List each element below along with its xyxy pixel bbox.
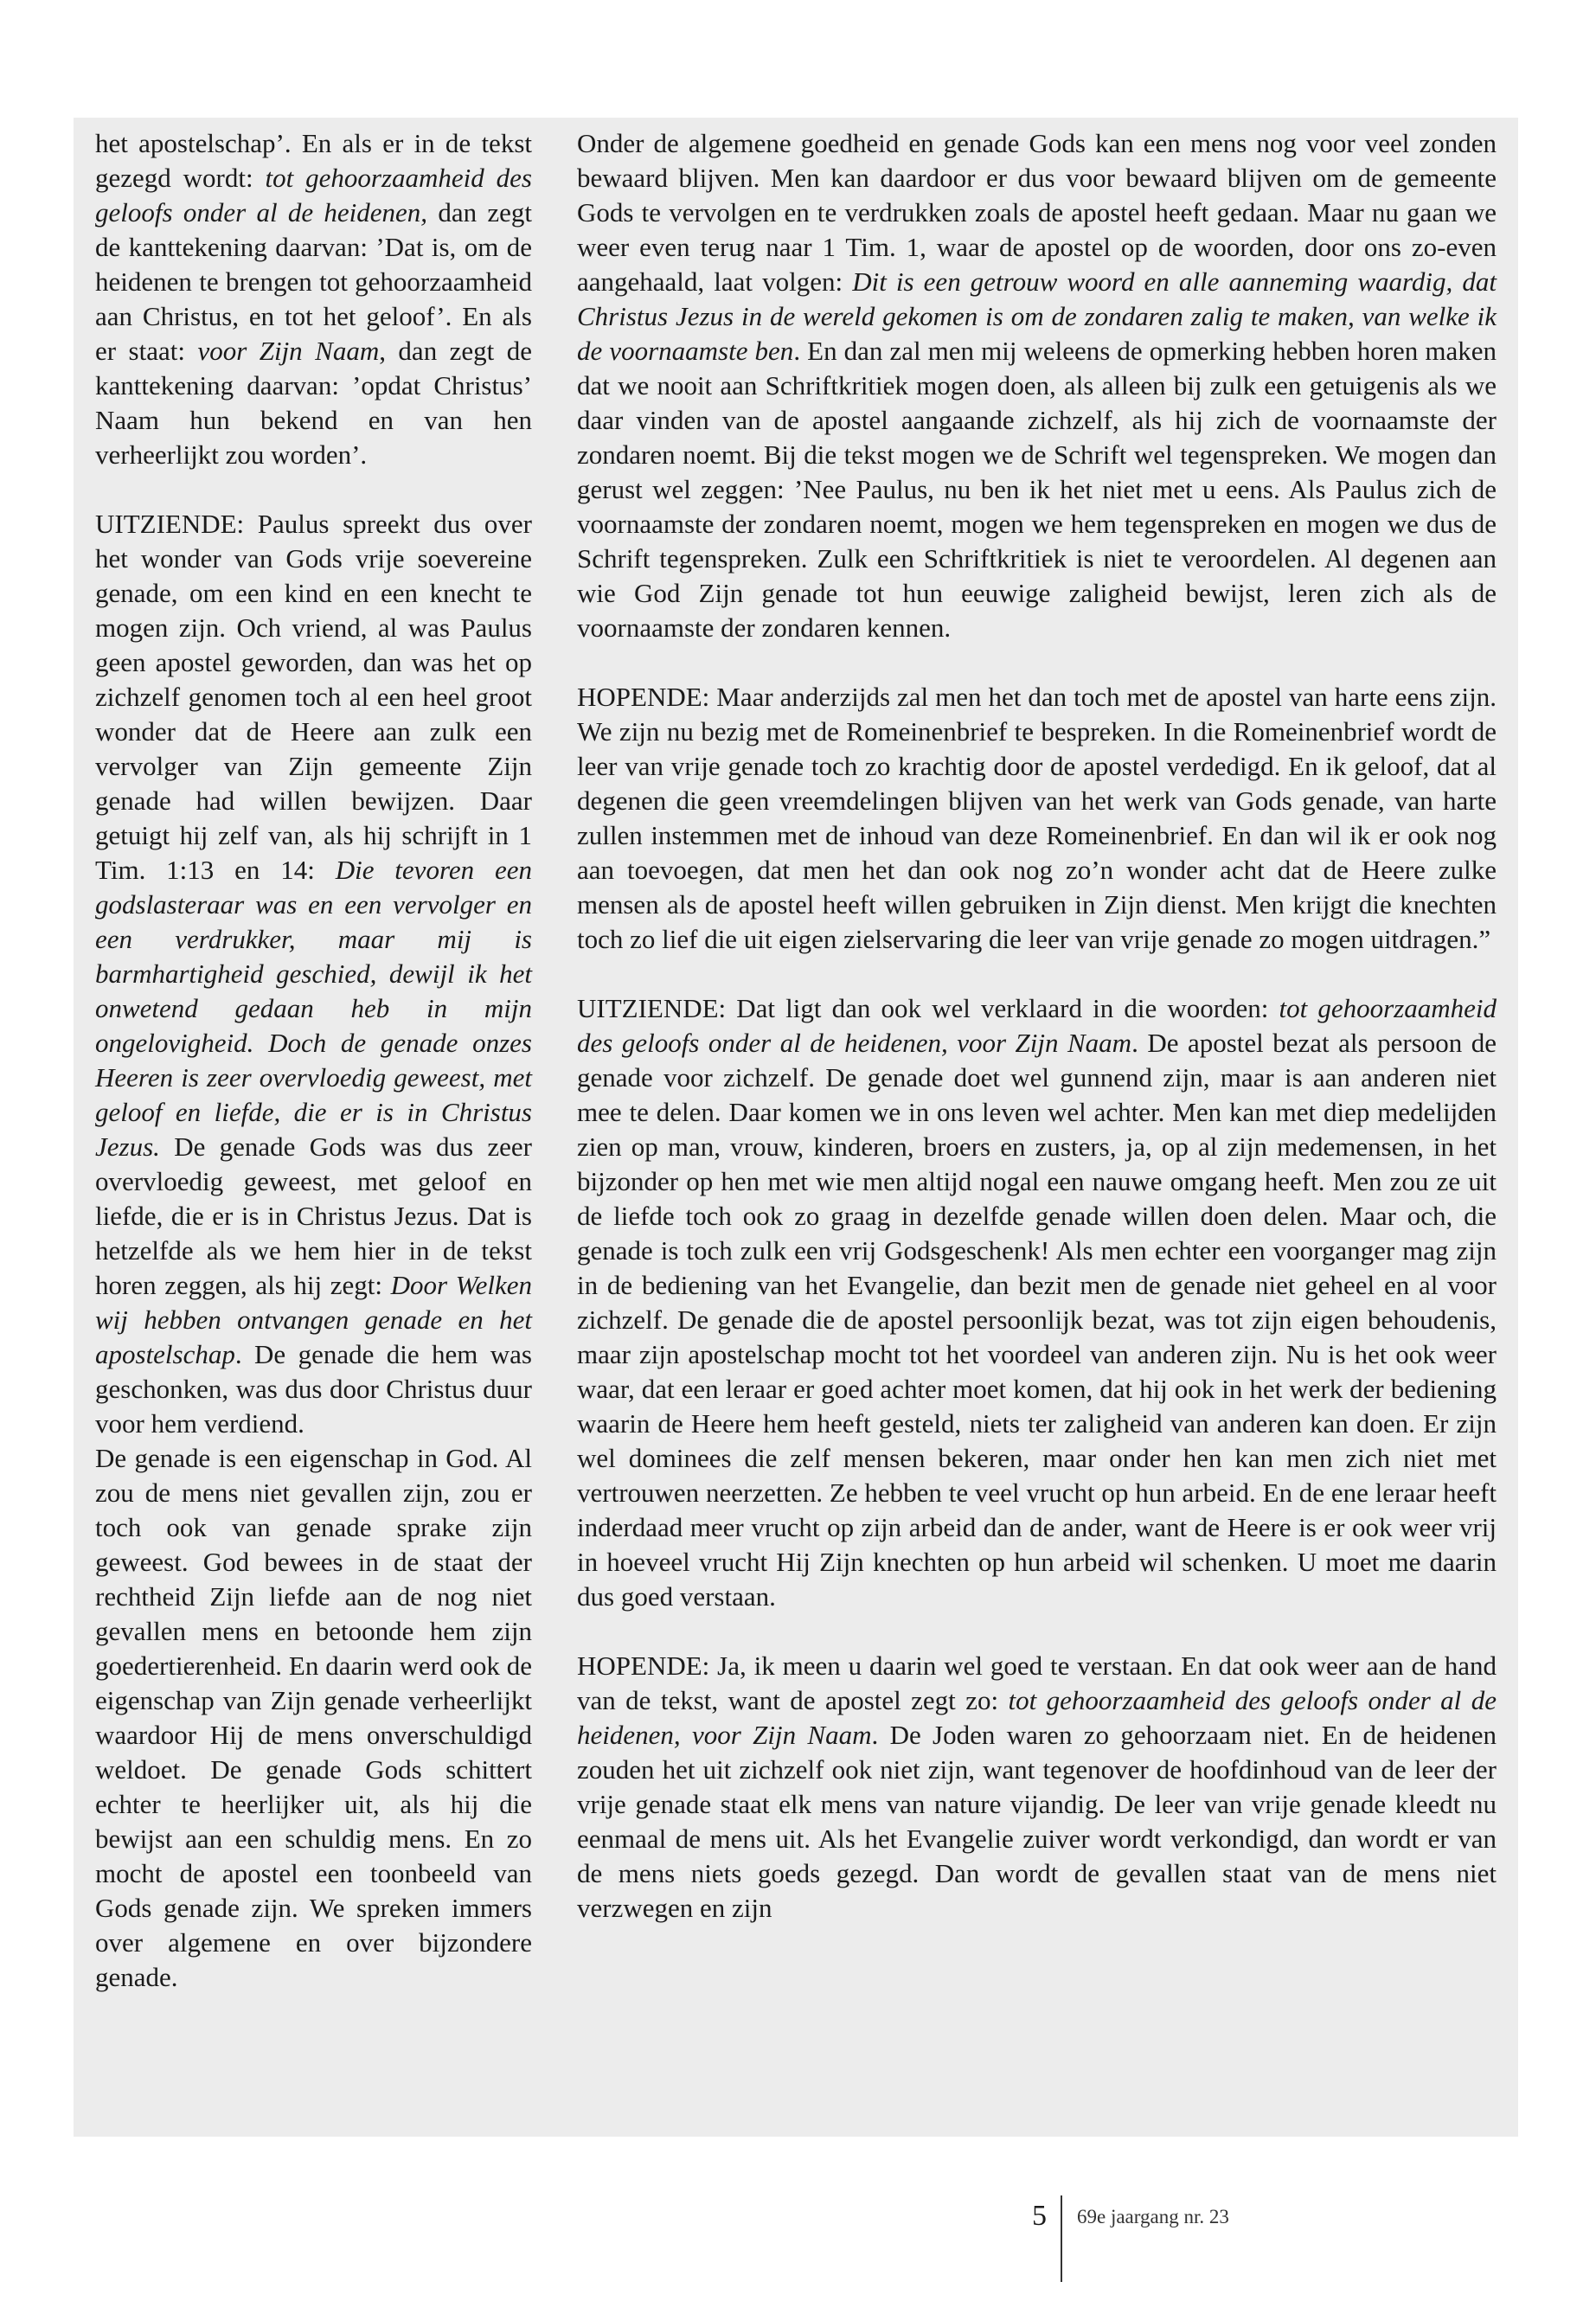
text-run: het apostelschap’. En als er in de tekst gezegd wordt: <box>95 128 532 193</box>
page-number: 5 <box>1032 2200 1047 2232</box>
quotation-italic: Die tevoren een godslasteraar was en een vervolger en een verdrukker, maar mij is barmhartigheid geschied, dewijl ik het onwetend gedaan heb in mijn ongelovigheid. Doch de genade onzes Heeren is zeer overvloedig geweest, met geloof en liefde, die er is in Christus Jezus. <box>95 855 532 1162</box>
left-column <box>95 126 532 1995</box>
text-run: HOPENDE: Maar anderzijds zal men het dan toch met de apostel van harte eens zijn. We zijn nu bezig met de Romeinenbrief te bespreken. In die Romeinenbrief wordt de leer van vrije genade toch zo krachtig door de apostel verdedigd. En ik geloof, dat al degenen die geen vreemdelingen blijven van het werk van Gods genade, van harte zullen instemmen met de inhoud van deze Romeinenbrief. En dan wil ik er ook nog aan toevoegen, dat men het dan ook nog zo’n wonder acht dat de Heere zulke mensen als de apostel heeft willen gebruiken in Zijn dienst. Men krijgt die knechten toch zo lief die uit eigen zielservaring die leer van vrije genade zo mogen uitdragen.” <box>577 682 1497 954</box>
text-run: . De Joden waren zo gehoorzaam niet. En de heidenen zouden het uit zichzelf ook niet zijn, want tegenover de hoofdinhoud van de leer der vrije genade staat elk mens van nature vijandig. De leer van vrije genade kleedt nu eenmaal de mens uit. Als het Evangelie zuiver wordt verkondigd, dan wordt er van de mens niets goeds gezegd. Dan wordt de gevallen staat van de mens niet verzwegen en zijn <box>577 1720 1497 1923</box>
text-run: De genade is een eigenschap in God. Al zou de mens niet gevallen zijn, zou er toch ook van genade sprake zijn geweest. God bewees in de staat der rechtheid Zijn liefde aan de nog niet gevallen mens en betoonde hem zijn goedertierenheid. En daarin werd ook de eigenschap van Zijn genade verheerlijkt waardoor Hij de mens onverschuldigd weldoet. De genade Gods schittert echter te heerlijker uit, als hij die bewijst aan een schuldig mens. En zo mocht de apostel een toonbeeld van Gods genade zijn. We spreken immers over algemene en over bijzondere genade. <box>95 1443 532 1992</box>
right-column <box>577 126 1497 1926</box>
quotation-italic: Dit is een getrouw woord en alle aanneming waardig, dat Christus Jezus in de wereld gekomen is om de zondaren zalig te maken, van welke ik de voornaamste ben <box>577 266 1497 366</box>
footer-divider <box>1061 2195 1062 2282</box>
text-run: dan zegt de kanttekening daarvan: ’Dat is, om de heidenen te brengen tot gehoorzaamheid aan Christus, en tot het geloof’. En als er staat: <box>95 197 532 366</box>
paragraph-p5 <box>577 680 1497 957</box>
issue-label: 69e jaargang nr. 23 <box>1077 2206 1229 2227</box>
text-run: , dan zegt de kanttekening daarvan: ’opdat Christus’ Naam hun bekend en van hen verheerlijkt zou worden’. <box>95 336 532 470</box>
page-footer <box>0 2195 1596 2282</box>
quotation-italic: tot gehoorzaamheid des geloofs onder al de heidenen, <box>95 163 532 228</box>
text-run: . En dan zal men mij weleens de opmerking hebben horen maken dat we nooit aan Schriftkritiek mogen doen, als alleen bij zulk een getuigenis als we daar vinden van de apostel aangaande zichzelf, als hij zich de voornaamste der zondaren noemt. Bij die tekst mogen we de Schrift wel tegenspreken. We mogen dan gerust wel zeggen: ’Nee Paulus, nu ben ik het niet met u eens. Als Paulus zich de voornaamste der zondaren noemt, mogen we hem tegenspreken en mogen we dus de Schrift tegenspreken. Zulk een Schriftkritiek is niet te veroordelen. Al degenen aan wie God Zijn genade tot hun eeuwige zaligheid bewijst, leren zich als de voornaamste der zondaren kennen. <box>577 336 1497 643</box>
quotation-italic: Door Welken wij hebben ontvangen genade en het apostelschap <box>95 1270 532 1369</box>
text-run: Onder de algemene goedheid en genade Gods kan een mens nog voor veel zonden bewaard blijven. Men kan daardoor er dus voor bewaard blijven om de gemeente Gods te vervolgen en te verdrukken zoals de apostel heeft gedaan. Maar nu gaan we weer even terug naar 1 Tim. 1, waar de apostel op de woorden, door ons zo-even aangehaald, laat volgen: <box>577 128 1497 297</box>
text-run: UITZIENDE: Dat ligt dan ook wel verklaard in die woorden: <box>577 993 1279 1023</box>
paragraph-p6 <box>577 991 1497 1614</box>
text-run: . De apostel bezat als persoon de genade voor zichzelf. De genade doet wel gunnend zijn, maar is aan anderen niet mee te delen. Daar komen we in ons leven wel achter. Men kan met diep medelijden zien op man, vrouw, kinderen, broers en zusters, ja, op al zijn medemensen, in het bijzonder op hen met wie men altijd nogal een nauwe omgang heeft. Men zou ze uit de liefde toch ook zo graag in dezelfde genade willen doen delen. Maar och, die genade is toch zulk een vrij Godsgeschenk! Als men echter een voorganger mag zijn in de bediening van het Evangelie, dan bezit men de genade niet geheel en al voor zichzelf. De genade die de apostel persoonlijk bezat, was tot zijn eigen behoudenis, maar zijn apostelschap mocht tot het voordeel van anderen zijn. Nu is het ook weer waar, dat een leraar er goed achter moet komen, dat hij ook in het werk der bediening waarin de Heere hem heeft gesteld, niets ter zaligheid van anderen kan doen. Er zijn wel dominees die zelf mensen bekeren, maar onder hen kan men zich niet met vertrouwen neerzetten. Ze hebben te veel vrucht op hun arbeid. En de ene leraar heeft inderdaad meer vrucht op zijn arbeid dan de ander, want de Heere is er ook weer vrij in hoeveel vrucht Hij Zijn knechten op hun arbeid wil schenken. U moet me daarin dus goed verstaan. <box>577 1028 1497 1612</box>
paragraph-p7 <box>577 1649 1497 1926</box>
paragraph-p3 <box>95 1441 532 1995</box>
quotation-italic: voor Zijn Naam <box>197 336 380 366</box>
text-run: UITZIENDE: Paulus spreekt dus over het wonder van Gods vrije soevereine genade, om een kind en een knecht te mogen zijn. Och vriend, al was Paulus geen apostel geworden, dan was het op zichzelf genomen toch al een heel groot wonder dat de Heere aan zulk een vervolger van Zijn gemeente Zijn genade had willen bewijzen. Daar getuigt hij zelf van, als hij schrijft in 1 Tim. 1:13 en 14: <box>95 509 532 885</box>
quotation-italic: tot gehoorzaamheid des geloofs onder al de heidenen, voor Zijn Naam <box>577 1685 1497 1750</box>
quotation-italic: tot gehoorzaamheid des geloofs onder al de heidenen, voor Zijn Naam <box>577 993 1497 1058</box>
paragraph-p2 <box>95 507 532 1441</box>
text-run: . De genade die hem was geschonken, was dus door Christus duur voor hem verdiend. <box>95 1339 532 1439</box>
text-run: HOPENDE: Ja, ik meen u daarin wel goed te verstaan. En dat ook weer aan de hand van de tekst, want de apostel zegt zo: <box>577 1650 1497 1715</box>
paragraph-p1 <box>95 126 532 472</box>
text-run: De genade Gods was dus zeer overvloedig geweest, met geloof en liefde, die er is in Christus Jezus. Dat is hetzelfde als we hem hier in de tekst horen zeggen, als hij zegt: <box>95 1131 532 1300</box>
paragraph-p4 <box>577 126 1497 645</box>
